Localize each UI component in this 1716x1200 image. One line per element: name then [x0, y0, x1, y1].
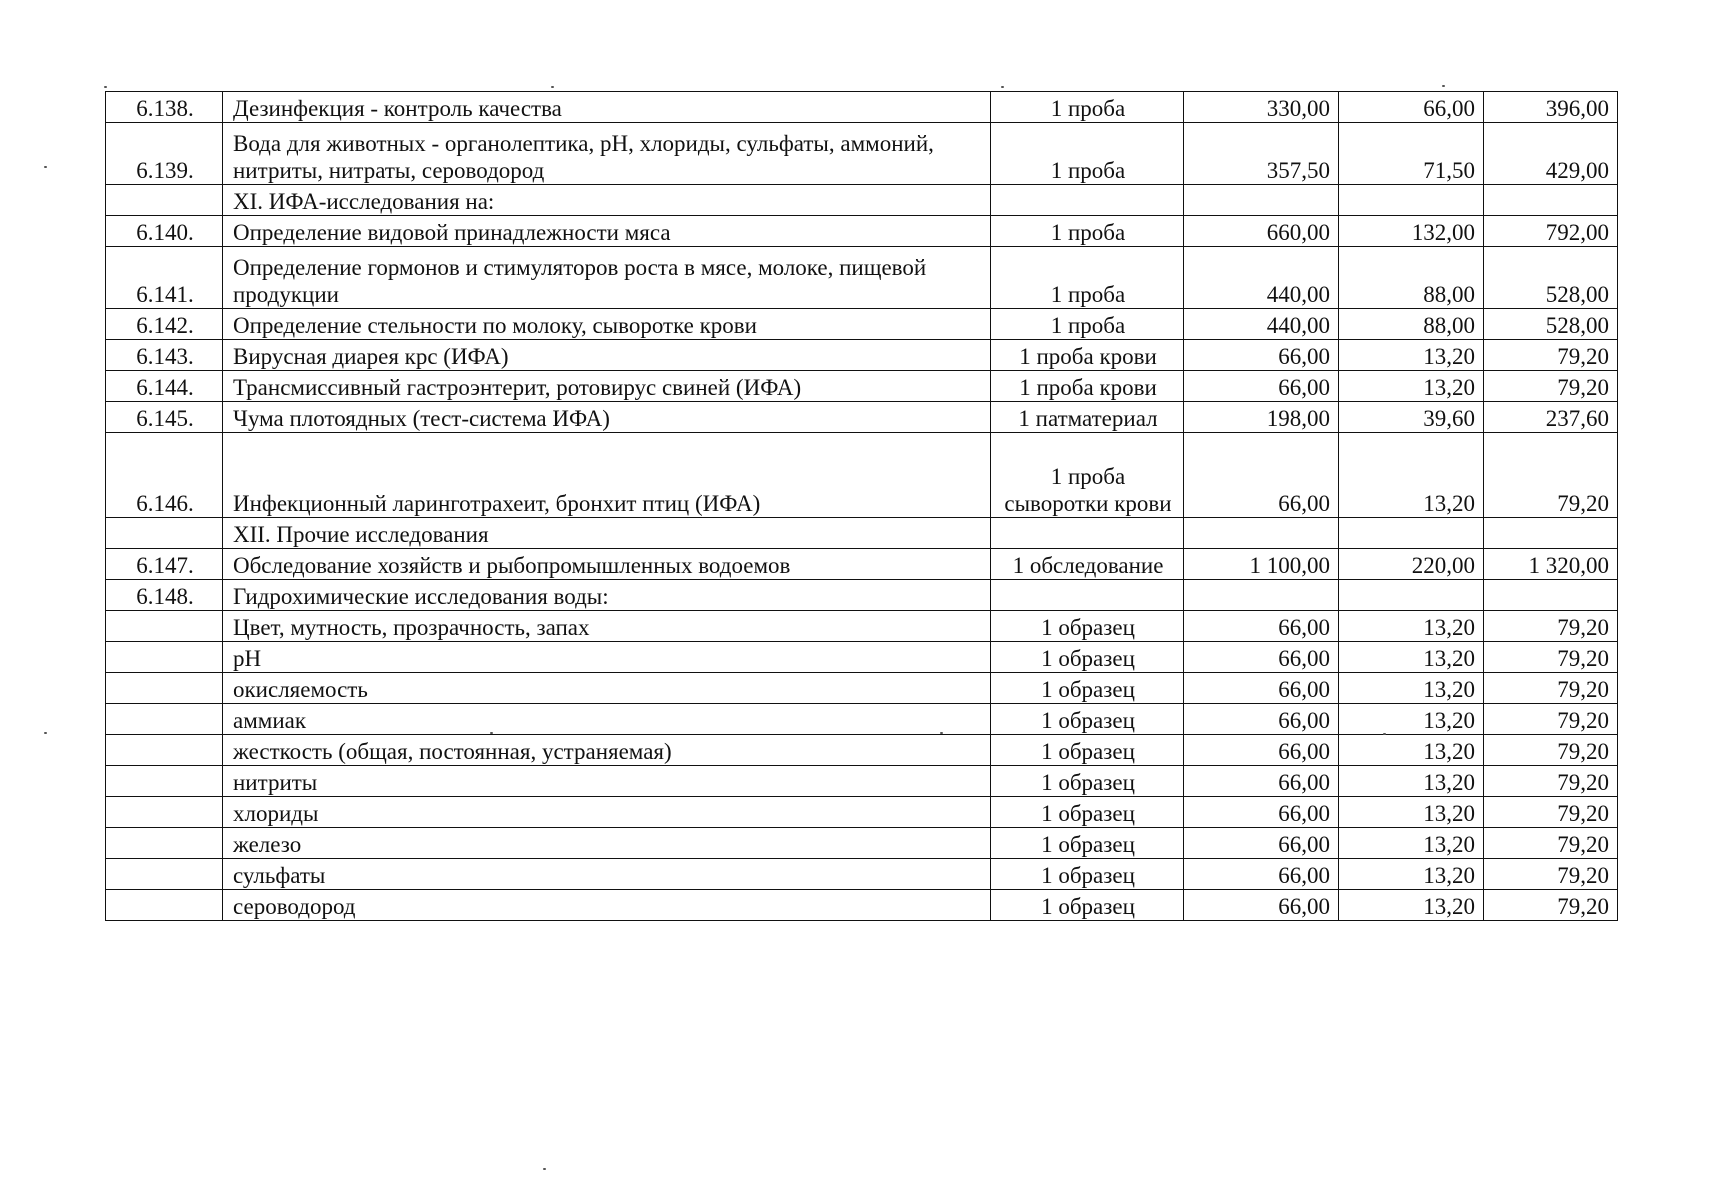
- row-number-cell: [106, 642, 223, 673]
- unit-of-measure-cell: 1 проба: [991, 92, 1184, 123]
- scan-speck: [44, 166, 47, 168]
- unit-of-measure-cell: 1 проба крови: [991, 340, 1184, 371]
- row-number-cell: [106, 797, 223, 828]
- price-table-body: [106, 92, 1618, 921]
- price-without-vat-cell: 66,00: [1184, 735, 1339, 766]
- vat-amount-cell: 13,20: [1339, 735, 1484, 766]
- row-number-cell: [106, 828, 223, 859]
- service-name-cell: Чума плотоядных (тест-система ИФА): [223, 402, 991, 433]
- price-without-vat-cell: 66,00: [1184, 673, 1339, 704]
- unit-of-measure-cell: 1 образец: [991, 735, 1184, 766]
- price-without-vat-cell: 66,00: [1184, 340, 1339, 371]
- price-with-vat-cell: 237,60: [1484, 402, 1618, 433]
- scan-speck: [44, 732, 47, 734]
- price-without-vat-cell: 330,00: [1184, 92, 1339, 123]
- price-without-vat-cell: 66,00: [1184, 797, 1339, 828]
- price-with-vat-cell: 79,20: [1484, 735, 1618, 766]
- service-name-cell: Дезинфекция - контроль качества: [223, 92, 991, 123]
- row-number-cell: [106, 766, 223, 797]
- vat-amount-cell: [1339, 185, 1484, 216]
- unit-of-measure-cell: 1 проба: [991, 216, 1184, 247]
- vat-amount-cell: 88,00: [1339, 309, 1484, 340]
- table-row: [106, 766, 1618, 797]
- table-row: [106, 340, 1618, 371]
- price-with-vat-cell: [1484, 185, 1618, 216]
- table-row: [106, 549, 1618, 580]
- row-number-cell: [106, 673, 223, 704]
- section-heading-row: [106, 518, 1618, 549]
- vat-amount-cell: 13,20: [1339, 797, 1484, 828]
- row-number-cell: [106, 735, 223, 766]
- vat-amount-cell: 13,20: [1339, 859, 1484, 890]
- vat-amount-cell: 220,00: [1339, 549, 1484, 580]
- row-number-cell: 6.139.: [106, 123, 223, 185]
- vat-amount-cell: 13,20: [1339, 766, 1484, 797]
- unit-of-measure-cell: 1 обследование: [991, 549, 1184, 580]
- row-number-cell: 6.148.: [106, 580, 223, 611]
- table-row: [106, 92, 1618, 123]
- scan-speck: [1383, 733, 1386, 735]
- service-name-cell: Определение гормонов и стимуляторов роста в мясе, молоке, пищевой продукции: [223, 247, 991, 309]
- unit-of-measure-cell: 1 проба: [991, 123, 1184, 185]
- unit-of-measure-cell: 1 образец: [991, 673, 1184, 704]
- service-name-cell: железо: [223, 828, 991, 859]
- vat-amount-cell: 13,20: [1339, 340, 1484, 371]
- price-with-vat-cell: 528,00: [1484, 247, 1618, 309]
- price-without-vat-cell: [1184, 185, 1339, 216]
- row-number-cell: 6.147.: [106, 549, 223, 580]
- price-without-vat-cell: 440,00: [1184, 247, 1339, 309]
- row-number-cell: 6.141.: [106, 247, 223, 309]
- row-number-cell: 6.143.: [106, 340, 223, 371]
- service-name-cell: Определение стельности по молоку, сыворотке крови: [223, 309, 991, 340]
- unit-of-measure-cell: 1 образец: [991, 797, 1184, 828]
- price-without-vat-cell: 66,00: [1184, 642, 1339, 673]
- unit-of-measure-cell: [991, 185, 1184, 216]
- table-row: [106, 216, 1618, 247]
- price-with-vat-cell: 79,20: [1484, 340, 1618, 371]
- row-number-cell: [106, 704, 223, 735]
- unit-of-measure-cell: [991, 518, 1184, 549]
- unit-of-measure-cell: 1 патматериал: [991, 402, 1184, 433]
- service-name-cell: Трансмиссивный гастроэнтерит, ротовирус свиней (ИФА): [223, 371, 991, 402]
- table-row: [106, 673, 1618, 704]
- vat-amount-cell: 13,20: [1339, 673, 1484, 704]
- vat-amount-cell: 88,00: [1339, 247, 1484, 309]
- price-with-vat-cell: 79,20: [1484, 611, 1618, 642]
- table-row: [106, 859, 1618, 890]
- unit-of-measure-cell: 1 образец: [991, 642, 1184, 673]
- price-with-vat-cell: 528,00: [1484, 309, 1618, 340]
- price-with-vat-cell: 79,20: [1484, 797, 1618, 828]
- table-row: [106, 371, 1618, 402]
- table-row: [106, 797, 1618, 828]
- price-without-vat-cell: 66,00: [1184, 828, 1339, 859]
- service-name-cell: XII. Прочие исследования: [223, 518, 991, 549]
- row-number-cell: [106, 611, 223, 642]
- price-without-vat-cell: 66,00: [1184, 433, 1339, 518]
- table-row: [106, 611, 1618, 642]
- price-with-vat-cell: 396,00: [1484, 92, 1618, 123]
- price-without-vat-cell: 440,00: [1184, 309, 1339, 340]
- scan-speck: [940, 732, 943, 734]
- price-without-vat-cell: 66,00: [1184, 704, 1339, 735]
- scan-speck: [1001, 86, 1004, 88]
- price-with-vat-cell: 1 320,00: [1484, 549, 1618, 580]
- vat-amount-cell: 13,20: [1339, 642, 1484, 673]
- service-name-cell: Обследование хозяйств и рыбопромышленных водоемов: [223, 549, 991, 580]
- price-with-vat-cell: 429,00: [1484, 123, 1618, 185]
- table-row: [106, 828, 1618, 859]
- price-without-vat-cell: 66,00: [1184, 766, 1339, 797]
- price-without-vat-cell: 66,00: [1184, 371, 1339, 402]
- service-name-cell: жесткость (общая, постоянная, устраняемая): [223, 735, 991, 766]
- service-name-cell: Вирусная диарея крс (ИФА): [223, 340, 991, 371]
- table-row: [106, 309, 1618, 340]
- price-table: [105, 91, 1618, 921]
- price-with-vat-cell: 79,20: [1484, 433, 1618, 518]
- price-without-vat-cell: 660,00: [1184, 216, 1339, 247]
- price-with-vat-cell: 79,20: [1484, 859, 1618, 890]
- table-row: [106, 402, 1618, 433]
- vat-amount-cell: 13,20: [1339, 828, 1484, 859]
- scan-speck: [490, 732, 493, 734]
- service-name-cell: нитриты: [223, 766, 991, 797]
- row-number-cell: 6.146.: [106, 433, 223, 518]
- unit-of-measure-cell: 1 образец: [991, 859, 1184, 890]
- unit-of-measure-cell: 1 проба сыворотки крови: [991, 433, 1184, 518]
- price-with-vat-cell: 79,20: [1484, 673, 1618, 704]
- vat-amount-cell: 39,60: [1339, 402, 1484, 433]
- table-row: [106, 704, 1618, 735]
- scan-speck: [551, 86, 554, 88]
- scan-speck: [543, 1168, 546, 1170]
- row-number-cell: [106, 185, 223, 216]
- price-without-vat-cell: 66,00: [1184, 890, 1339, 921]
- vat-amount-cell: 13,20: [1339, 611, 1484, 642]
- scan-speck: [1442, 85, 1445, 87]
- price-with-vat-cell: 79,20: [1484, 371, 1618, 402]
- price-without-vat-cell: [1184, 580, 1339, 611]
- service-name-cell: аммиак: [223, 704, 991, 735]
- service-name-cell: Инфекционный ларинготрахеит, бронхит птиц (ИФА): [223, 433, 991, 518]
- vat-amount-cell: 71,50: [1339, 123, 1484, 185]
- row-number-cell: 6.144.: [106, 371, 223, 402]
- price-with-vat-cell: 79,20: [1484, 642, 1618, 673]
- price-without-vat-cell: 66,00: [1184, 859, 1339, 890]
- vat-amount-cell: 13,20: [1339, 704, 1484, 735]
- row-number-cell: 6.145.: [106, 402, 223, 433]
- vat-amount-cell: 13,20: [1339, 890, 1484, 921]
- vat-amount-cell: 66,00: [1339, 92, 1484, 123]
- scan-speck: [104, 86, 107, 88]
- vat-amount-cell: 13,20: [1339, 433, 1484, 518]
- price-with-vat-cell: 79,20: [1484, 828, 1618, 859]
- table-row: [106, 247, 1618, 309]
- row-number-cell: 6.140.: [106, 216, 223, 247]
- row-number-cell: [106, 890, 223, 921]
- row-number-cell: [106, 859, 223, 890]
- vat-amount-cell: [1339, 580, 1484, 611]
- price-without-vat-cell: 198,00: [1184, 402, 1339, 433]
- service-name-cell: Определение видовой принадлежности мяса: [223, 216, 991, 247]
- price-with-vat-cell: 79,20: [1484, 766, 1618, 797]
- price-with-vat-cell: [1484, 518, 1618, 549]
- service-name-cell: сульфаты: [223, 859, 991, 890]
- service-name-cell: XI. ИФА-исследования на:: [223, 185, 991, 216]
- unit-of-measure-cell: 1 образец: [991, 828, 1184, 859]
- service-name-cell: хлориды: [223, 797, 991, 828]
- service-name-cell: Гидрохимические исследования воды:: [223, 580, 991, 611]
- table-row: [106, 735, 1618, 766]
- table-row: [106, 433, 1618, 518]
- price-without-vat-cell: 357,50: [1184, 123, 1339, 185]
- price-without-vat-cell: [1184, 518, 1339, 549]
- price-with-vat-cell: 79,20: [1484, 890, 1618, 921]
- unit-of-measure-cell: 1 проба: [991, 309, 1184, 340]
- unit-of-measure-cell: 1 образец: [991, 766, 1184, 797]
- price-with-vat-cell: 792,00: [1484, 216, 1618, 247]
- unit-of-measure-cell: 1 проба: [991, 247, 1184, 309]
- section-heading-row: [106, 185, 1618, 216]
- vat-amount-cell: 132,00: [1339, 216, 1484, 247]
- price-without-vat-cell: 66,00: [1184, 611, 1339, 642]
- service-name-cell: Цвет, мутность, прозрачность, запах: [223, 611, 991, 642]
- service-name-cell: pH: [223, 642, 991, 673]
- price-without-vat-cell: 1 100,00: [1184, 549, 1339, 580]
- table-row: [106, 642, 1618, 673]
- service-name-cell: сероводород: [223, 890, 991, 921]
- vat-amount-cell: 13,20: [1339, 371, 1484, 402]
- table-row: [106, 580, 1618, 611]
- row-number-cell: [106, 518, 223, 549]
- unit-of-measure-cell: 1 образец: [991, 890, 1184, 921]
- price-with-vat-cell: [1484, 580, 1618, 611]
- table-row: [106, 890, 1618, 921]
- unit-of-measure-cell: [991, 580, 1184, 611]
- service-name-cell: Вода для животных - органолептика, pH, хлориды, сульфаты, аммоний, нитриты, нитраты, сероводород: [223, 123, 991, 185]
- row-number-cell: 6.138.: [106, 92, 223, 123]
- unit-of-measure-cell: 1 образец: [991, 704, 1184, 735]
- row-number-cell: 6.142.: [106, 309, 223, 340]
- unit-of-measure-cell: 1 образец: [991, 611, 1184, 642]
- table-row: [106, 123, 1618, 185]
- service-name-cell: окисляемость: [223, 673, 991, 704]
- vat-amount-cell: [1339, 518, 1484, 549]
- unit-of-measure-cell: 1 проба крови: [991, 371, 1184, 402]
- price-with-vat-cell: 79,20: [1484, 704, 1618, 735]
